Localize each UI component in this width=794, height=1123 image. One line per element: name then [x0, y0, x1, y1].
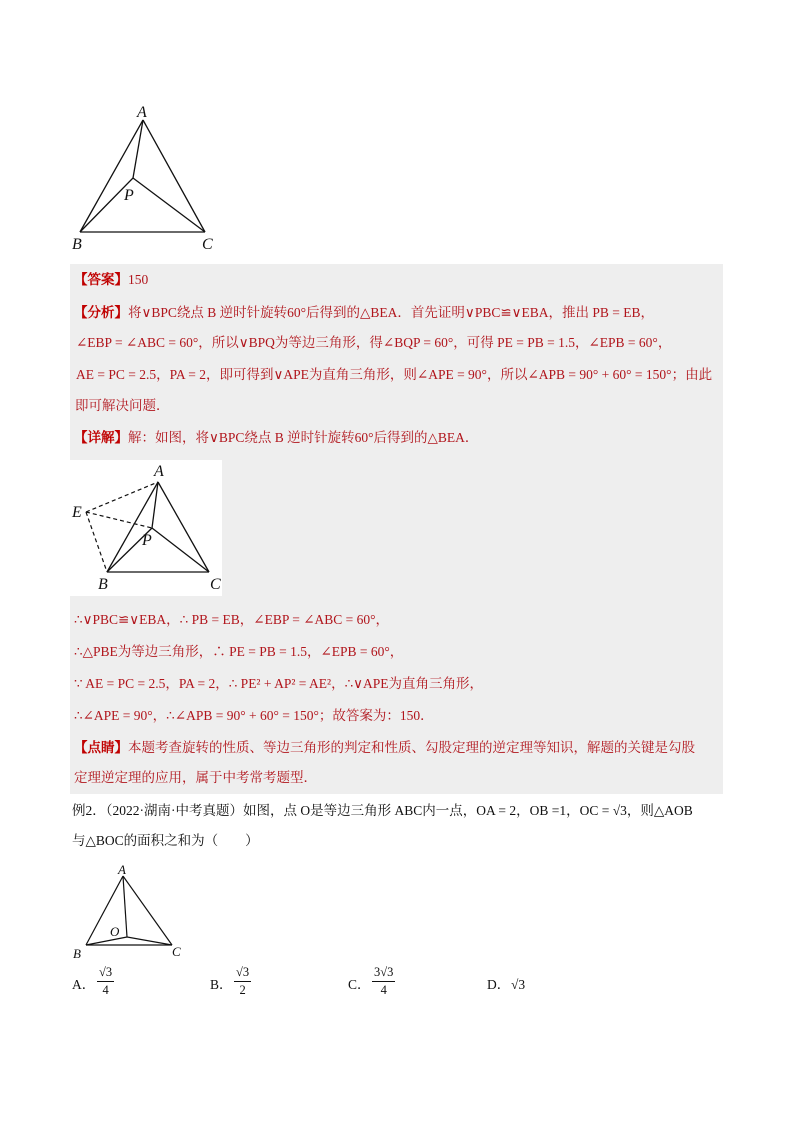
figure-3-label-a: A: [118, 862, 126, 877]
segment-ac: [123, 876, 172, 945]
segment-pa: [152, 482, 158, 528]
figure-3-label-b: B: [73, 946, 81, 961]
figure-1-label-a: A: [137, 104, 147, 121]
dashed-segment-eb: [86, 512, 107, 572]
figure-1-label-b: B: [72, 236, 82, 253]
option-d-letter: D．: [487, 977, 511, 992]
figure-3-triangle: [65, 860, 190, 965]
segment-pc: [152, 528, 209, 572]
detail-line-intro: [74, 429, 478, 447]
analysis-text-1: 将∨BPC绕点 B 逆时针旋转60°后得到的△BEA．首先证明∨PBC≌∨EBA，推出 PB = EB，: [128, 305, 655, 320]
figure-1-label-c: C: [202, 236, 213, 253]
detail-label: 【详解】: [74, 430, 128, 445]
comment-text-1: 本题考查旋转的性质、等边三角形的判定和性质、勾股定理的逆定理等知识，解题的关键是勾股: [128, 740, 695, 755]
figure-2-label-b: B: [98, 576, 108, 593]
figure-3-label-c: C: [172, 944, 181, 959]
option-b-denominator: 2: [239, 983, 246, 997]
analysis-line-1: [74, 304, 654, 322]
detail-line-2: ∴△PBE为等边三角形，∴ PE = PB = 1.5，∠EPB = 60°，: [74, 644, 404, 659]
analysis-label: 【分析】: [74, 305, 128, 320]
segment-ac: [158, 482, 209, 572]
segment-pc: [133, 178, 205, 232]
detail-line-3: ∵ AE = PC = 2.5，PA = 2，∴ PE² + AP² = AE²，∴∨APE为直角三角形，: [74, 676, 484, 691]
figure-1-triangle: [60, 100, 230, 260]
analysis-line-3: AE = PC = 2.5，PA = 2，即可得到∨APE为直角三角形，则∠APE = 90°，所以∠APB = 90° + 60° = 150°；由此: [76, 367, 713, 382]
segment-oa: [123, 876, 127, 937]
figure-2-frame: [70, 460, 222, 596]
comment-line-1: [74, 739, 695, 757]
option-b-fraction: [234, 965, 251, 998]
segment-oc: [127, 937, 172, 945]
option-b-letter: B．: [210, 977, 233, 992]
figure-2-label-a: A: [154, 463, 164, 480]
option-c-fraction: [372, 965, 395, 998]
segment-ac: [143, 120, 205, 232]
dashed-segment-ep: [86, 512, 152, 528]
option-a-letter: A．: [72, 977, 96, 992]
dashed-segment-ea: [86, 482, 158, 512]
answer-value: 150: [128, 272, 149, 287]
figure-2-label-c: C: [210, 576, 221, 593]
answer-label: 【答案】: [74, 272, 128, 287]
detail-line-4: ∴∠APE = 90°，∴∠APB = 90° + 60° = 150°；故答案为：150．: [74, 708, 434, 723]
answer-line: [74, 271, 148, 289]
example-2-line-1: 例2．（2022·湖南·中考真题）如图，点 O是等边三角形 ABC内一点，OA = 2，OB =1，OC = √3，则△AOB: [72, 803, 693, 818]
detail-intro-text: 解：如图，将∨BPC绕点 B 逆时针旋转60°后得到的△BEA．: [128, 430, 479, 445]
option-c-denominator: 4: [380, 983, 387, 997]
option-d-value: √3: [511, 977, 526, 992]
figure-1-label-p: P: [124, 187, 134, 204]
analysis-line-2: ∠EBP = ∠ABC = 60°，所以∨BPQ为等边三角形，得∠BQP = 60°，可得 PE = PB = 1.5，∠EPB = 60°，: [76, 335, 672, 350]
option-b-numerator: √3: [234, 965, 251, 982]
option-c-letter: C．: [348, 977, 371, 992]
option-a-numerator: √3: [97, 965, 114, 982]
comment-line-2: 定理逆定理的应用，属于中考常考题型．: [74, 770, 317, 785]
example-2-line-2: 与△BOC的面积之和为（ ）: [72, 833, 259, 848]
option-a-denominator: 4: [102, 983, 109, 997]
option-c-numerator: 3√3: [372, 965, 395, 982]
analysis-line-4: 即可解决问题．: [75, 398, 170, 413]
option-a-fraction: [97, 965, 114, 998]
figure-3-label-o: O: [110, 924, 120, 939]
detail-line-1: ∴∨PBC≌∨EBA，∴ PB = EB，∠EBP = ∠ABC = 60°，: [74, 612, 390, 627]
figure-2-label-e: E: [72, 504, 82, 521]
figure-2-rotation: [70, 460, 222, 596]
segment-ob: [86, 937, 127, 945]
comment-label: 【点睛】: [74, 740, 128, 755]
figure-2-label-p: P: [142, 532, 152, 549]
